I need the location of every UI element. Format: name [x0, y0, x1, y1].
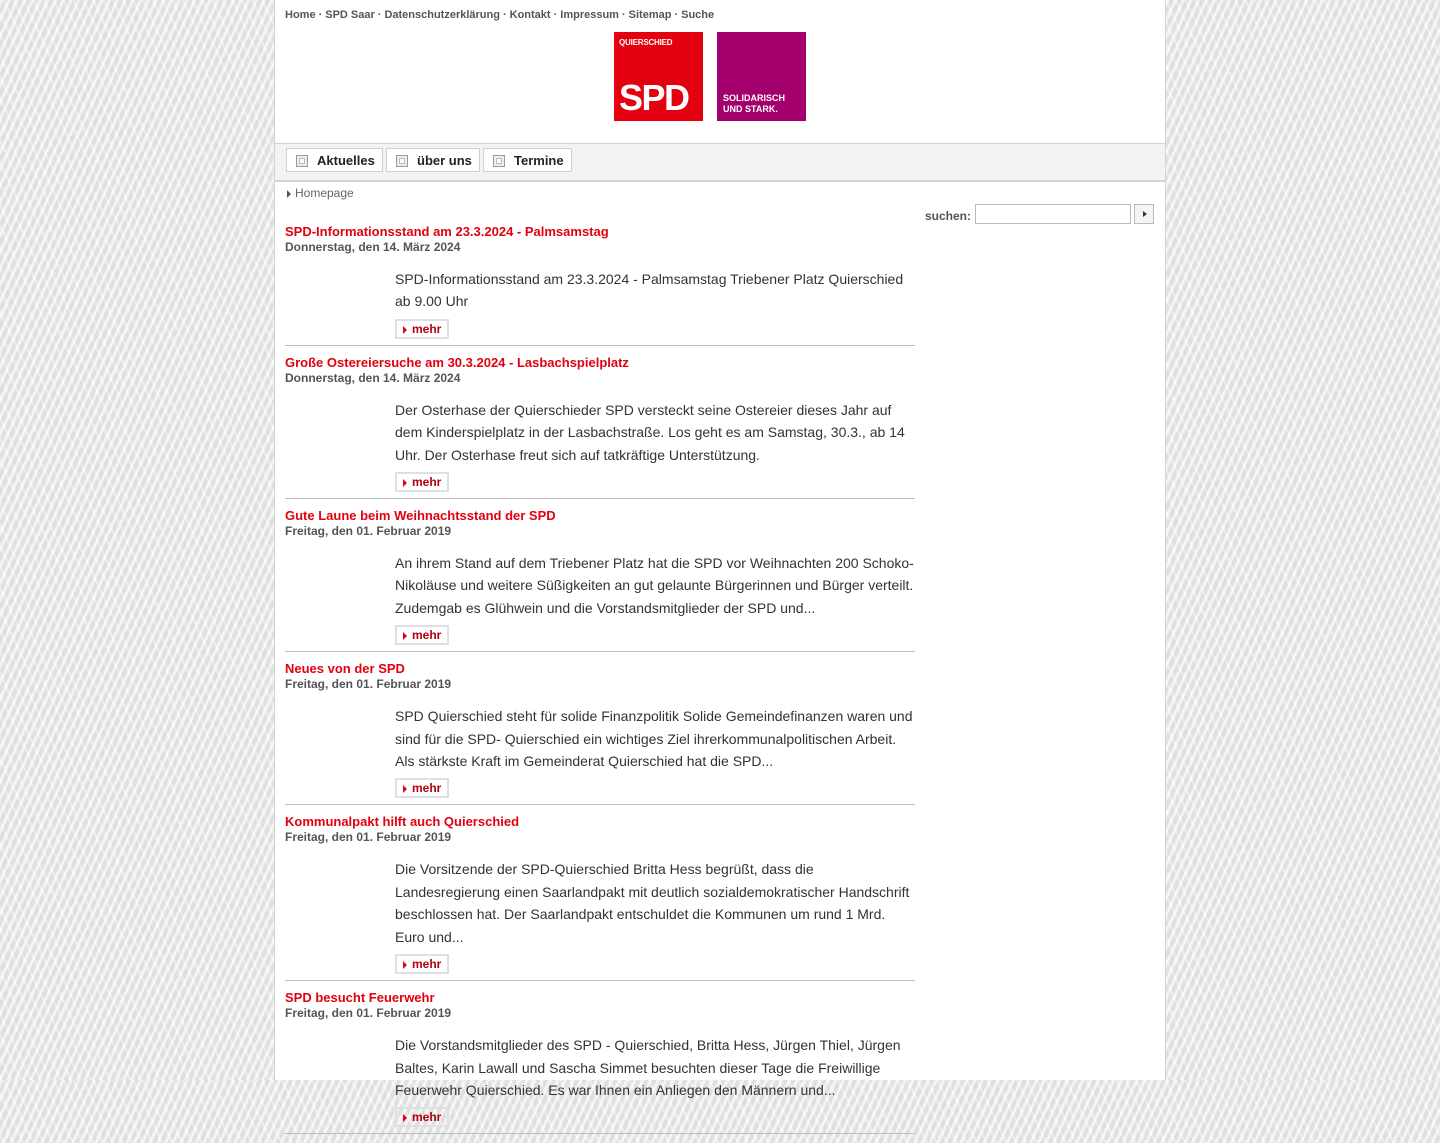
tab-aktuelles[interactable]: [286, 148, 383, 172]
tab-label: Termine: [514, 153, 564, 168]
article-item: [285, 661, 915, 805]
article-item: [285, 355, 915, 499]
tab-label: über uns: [417, 153, 472, 168]
article-title[interactable]: Neues von der SPD: [285, 661, 405, 677]
menu-square-icon: [396, 155, 408, 167]
logo-org-big: SPD: [619, 77, 689, 118]
article-title[interactable]: SPD-Informationsstand am 23.3.2024 - Palmsamstag: [285, 224, 609, 239]
article-teaser: Die Vorsitzende der SPD-Quierschied Britta Hess begrüßt, dass die Landesregierung einen Saarlandpakt mit deutlich sozialdemokratischer Handschrift beschlossen hat. Der Saarlandpakt entschuldet die Kommunen um rund 1 Mrd. Euro und...: [395, 861, 910, 945]
more-button[interactable]: mehr: [395, 1107, 449, 1127]
tab-label: Aktuelles: [317, 153, 375, 168]
topnav-separator: ·: [318, 9, 323, 21]
topnav-separator: ·: [377, 9, 382, 21]
topnav-sitemap-link[interactable]: Sitemap: [628, 9, 672, 21]
topnav-separator: ·: [502, 9, 507, 21]
article-item: [285, 508, 915, 652]
article-title[interactable]: Kommunalpakt hilft auch Quierschied: [285, 814, 520, 830]
arrow-right-icon: [287, 190, 291, 198]
tab-termine[interactable]: [483, 148, 572, 172]
more-button[interactable]: mehr: [395, 778, 449, 798]
article-title[interactable]: Große Ostereiersuche am 30.3.2024 - Lasbachspielplatz: [285, 354, 629, 370]
more-button[interactable]: mehr: [395, 319, 449, 339]
breadcrumb: [287, 186, 354, 200]
topnav-separator: ·: [553, 9, 558, 21]
article-title[interactable]: SPD besucht Feuerwehr: [285, 990, 435, 1006]
menu-square-icon: [296, 155, 308, 167]
article-date: Freitag, den 01. Februar 2019: [285, 677, 452, 692]
search-submit-button[interactable]: [1134, 204, 1154, 224]
slogan-line-2: UND STARK.: [723, 104, 778, 114]
top-navigation: [285, 9, 714, 21]
article-teaser: An ihrem Stand auf dem Triebener Platz hat die SPD vor Weihnachten 200 Schoko-Nikoläuse und weitere Süßigkeiten an gut gelaunte Bürgerinnen und Bürger verteilt. Zudemgab es Glühwein und die Vorstandsmitglieder der SPD und...: [395, 555, 914, 616]
article-teaser: SPD-Informationsstand am 23.3.2024 - Palmsamstag Triebener Platz Quierschied ab 9.00 Uhr: [395, 271, 904, 310]
article-date: Donnerstag, den 14. März 2024: [285, 370, 461, 385]
topnav-kontakt-link[interactable]: Kontakt: [509, 9, 551, 21]
slogan-logo: [717, 32, 806, 121]
article-item: [285, 814, 915, 981]
more-button[interactable]: mehr: [395, 954, 449, 974]
topnav-home-link[interactable]: Home: [285, 9, 316, 21]
article-date: Freitag, den 01. Februar 2019: [285, 524, 452, 539]
article-teaser: Der Osterhase der Quierschieder SPD versteckt seine Ostereier dieses Jahr auf dem Kinderspielplatz in der Lasbachstraße. Los geht es am Samstag, 30.3., ab 14 Uhr. Der Osterhase freut sich auf tatkräftige Unterstützung.: [395, 401, 905, 463]
main-menu: [275, 143, 1165, 182]
search-label: suchen:: [925, 209, 972, 223]
page-container: [274, 0, 1166, 1125]
logo-org-small: QUIERSCHIED: [619, 38, 673, 47]
breadcrumb-homepage-link[interactable]: Homepage: [295, 186, 354, 200]
topnav-datenschutz-link[interactable]: Datenschutzerklärung: [384, 9, 500, 21]
article-date: Freitag, den 01. Februar 2019: [285, 1006, 452, 1021]
article-title[interactable]: Gute Laune beim Weihnachtsstand der SPD: [285, 508, 556, 524]
topnav-impressum-link[interactable]: Impressum: [560, 9, 619, 21]
slogan-line-1: SOLIDARISCH: [723, 93, 786, 103]
article-teaser: Die Vorstandsmitglieder des SPD - Quierschied, Britta Hess, Jürgen Thiel, Jürgen Baltes, Karin Lawall und Sascha Simmet besuchten dieser Tage die Freiwillige Feuerwehr Quierschied. Es war Ihnen ein Anliegen den Männern und...: [395, 1037, 901, 1098]
search-input[interactable]: [975, 204, 1131, 224]
article-item: [285, 990, 915, 1134]
topnav-separator: ·: [621, 9, 626, 21]
topnav-suche-link[interactable]: Suche: [681, 9, 715, 21]
article-date: Donnerstag, den 14. März 2024: [285, 240, 461, 254]
article-teaser: SPD Quierschied steht für solide Finanzpolitik Solide Gemeindefinanzen waren und sind für die SPD- Quierschied ein wichtiges Ziel ihrerkommunalpolitischen Arbeit. Als stärkste Kraft im Gemeinderat Quierschied hat die SPD...: [395, 708, 913, 770]
menu-square-icon: [493, 155, 505, 167]
more-button[interactable]: mehr: [395, 625, 449, 645]
topnav-spd-saar-link[interactable]: SPD Saar: [325, 9, 375, 21]
topnav-separator: ·: [674, 9, 679, 21]
article-date: Freitag, den 01. Februar 2019: [285, 830, 452, 845]
more-button[interactable]: mehr: [395, 472, 449, 492]
article-item: [285, 224, 915, 346]
tab-ueber-uns[interactable]: [386, 148, 480, 172]
spd-logo[interactable]: [614, 32, 703, 121]
article-list: [285, 224, 915, 1143]
